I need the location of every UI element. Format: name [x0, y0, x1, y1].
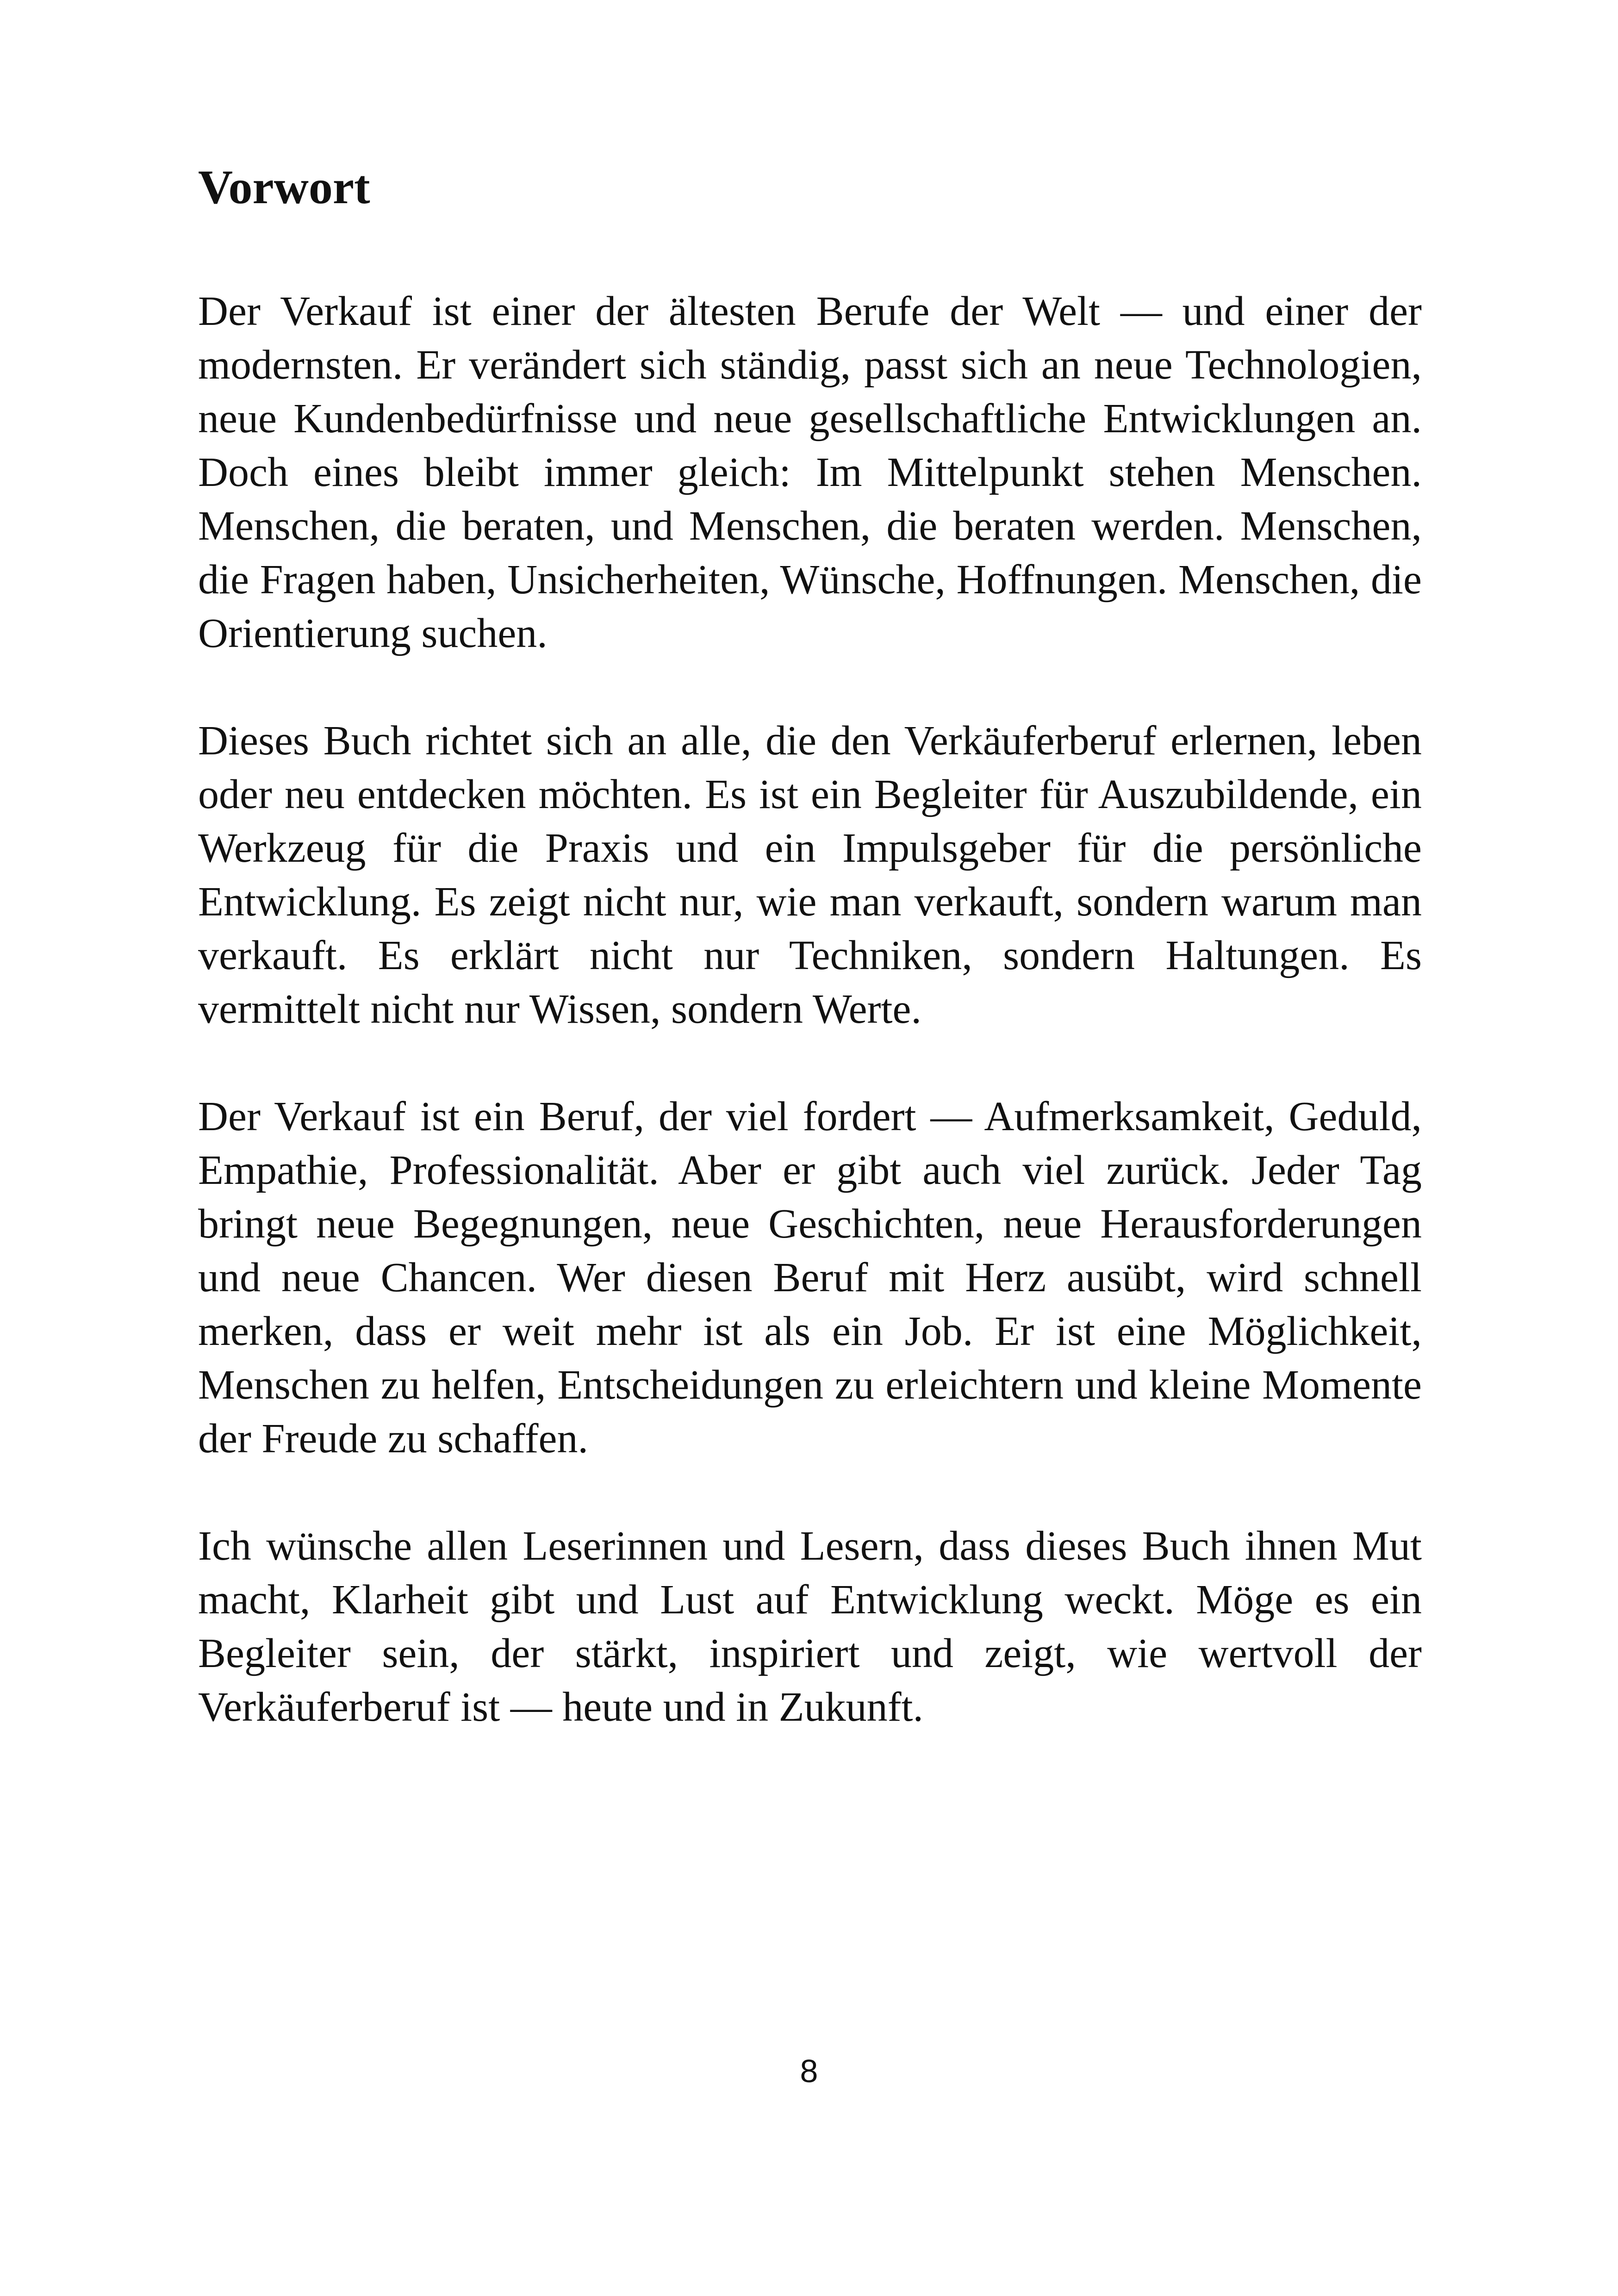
- chapter-heading: Vorwort: [198, 161, 370, 214]
- body-text: [198, 285, 1422, 1788]
- paragraph-3: Der Verkauf ist ein Beruf, der viel fordert — Aufmerksamkeit, Geduld, Empathie, Professionalität. Aber er gibt auch viel zurück. Jeder Tag bringt neue Begegnungen, neue Geschichten, neue Herausforderungen und neue Chancen. Wer diesen Beruf mit Herz ausübt, wird schnell merken, dass er weit mehr ist als ein Job. Er ist eine Möglichkeit, Menschen zu helfen, Entscheidungen zu erleichtern und kleine Momente der Freude zu schaffen.: [198, 1094, 1422, 1462]
- paragraph-1: Der Verkauf ist einer der ältesten Berufe der Welt — und einer der modernsten. Er verändert sich ständig, passt sich an neue Technologien, neue Kundenbedürfnisse und neue gesellschaftliche Entwicklungen an. Doch eines bleibt immer gleich: Im Mittelpunkt stehen Menschen. Menschen, die beraten, und Menschen, die beraten werden. Menschen, die Fragen haben, Unsicherheiten, Wünsche, Hoffnungen. Menschen, die Orientierung suchen.: [198, 288, 1422, 656]
- paragraph-2: Dieses Buch richtet sich an alle, die den Verkäuferberuf erlernen, leben oder neu entdecken möchten. Es ist ein Begleiter für Auszubildende, ein Werkzeug für die Praxis und ein Impulsgeber für die persönliche Entwicklung. Es zeigt nicht nur, wie man verkauft, sondern warum man verkauft. Es erklärt nicht nur Techniken, sondern Haltungen. Es vermittelt nicht nur Wissen, sondern Werte.: [198, 718, 1422, 1032]
- page-number: 8: [800, 2053, 818, 2089]
- paragraph-4: Ich wünsche allen Leserinnen und Lesern, dass dieses Buch ihnen Mut macht, Klarheit gibt und Lust auf Entwicklung weckt. Möge es ein Begleiter sein, der stärkt, inspiriert und zeigt, wie wertvoll der Verkäuferberuf ist — heute und in Zukunft.: [198, 1523, 1422, 1730]
